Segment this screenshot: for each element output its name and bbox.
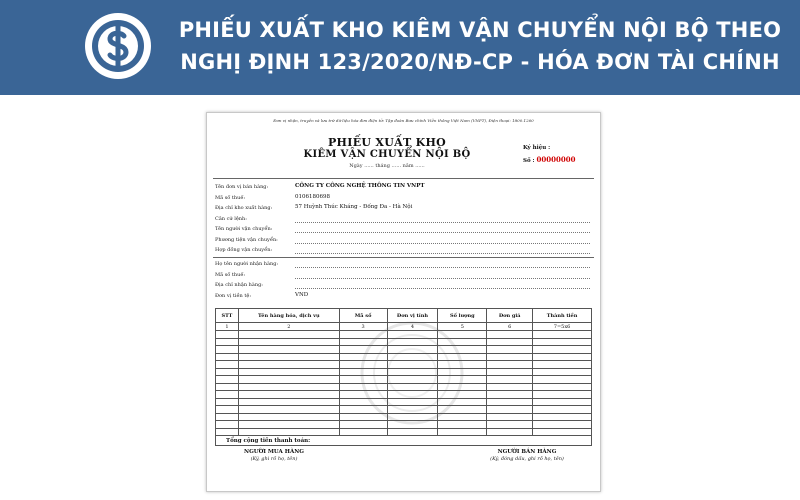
table-row bbox=[216, 398, 592, 406]
table-cell bbox=[487, 376, 533, 384]
info-field bbox=[215, 205, 590, 215]
table-cell bbox=[238, 421, 339, 429]
table-cell bbox=[238, 368, 339, 376]
table-row bbox=[216, 376, 592, 384]
field-dotted-line bbox=[295, 278, 590, 279]
table-cell bbox=[216, 406, 239, 414]
table-cell bbox=[438, 406, 487, 414]
table-cell bbox=[216, 391, 239, 399]
table-cell bbox=[238, 383, 339, 391]
divider bbox=[213, 257, 594, 258]
table-row bbox=[216, 331, 592, 339]
table-cell bbox=[339, 391, 387, 399]
table-cell bbox=[387, 346, 438, 354]
seller-signature-note: (Ký, đóng dấu, ghi rõ họ, tên) bbox=[490, 456, 564, 462]
table-cell bbox=[216, 413, 239, 421]
table-cell bbox=[533, 346, 592, 354]
index-cell: 1 bbox=[216, 323, 239, 331]
total-label: Tổng cộng tiền thanh toán: bbox=[216, 436, 592, 446]
seller-signature bbox=[472, 449, 582, 462]
table-cell bbox=[487, 383, 533, 391]
table-cell bbox=[487, 421, 533, 429]
table-cell bbox=[238, 376, 339, 384]
table-row bbox=[216, 346, 592, 354]
invoice-title-line2: KIÊM VẬN CHUYỂN NỘI BỘ bbox=[303, 149, 471, 160]
number-label: Số : bbox=[523, 158, 535, 164]
table-cell bbox=[533, 383, 592, 391]
table-row bbox=[216, 406, 592, 414]
table-header-row bbox=[216, 309, 592, 323]
table-cell bbox=[533, 413, 592, 421]
field-label: Địa chỉ kho xuất hàng: bbox=[215, 205, 273, 211]
table-cell bbox=[216, 361, 239, 369]
field-label: Hợp đồng vận chuyển: bbox=[215, 247, 273, 253]
table-cell bbox=[387, 398, 438, 406]
info-field bbox=[215, 237, 590, 247]
index-cell: 3 bbox=[339, 323, 387, 331]
table-cell bbox=[339, 383, 387, 391]
index-cell: 7=5x6 bbox=[533, 323, 592, 331]
table-cell bbox=[438, 353, 487, 361]
banner-title bbox=[175, 14, 785, 78]
field-label: Đơn vị tiền tệ: bbox=[215, 292, 252, 299]
date-line: Ngày ...... tháng ...... năm ...... bbox=[349, 163, 425, 169]
table-cell bbox=[387, 391, 438, 399]
field-label: Mã số thuế: bbox=[215, 271, 246, 278]
table-cell bbox=[438, 398, 487, 406]
table-cell bbox=[438, 338, 487, 346]
table-cell bbox=[339, 421, 387, 429]
table-cell bbox=[438, 391, 487, 399]
table-cell bbox=[438, 428, 487, 436]
info-field bbox=[215, 282, 590, 292]
column-header: Đơn vị tính bbox=[387, 309, 438, 323]
table-cell bbox=[533, 406, 592, 414]
table-cell bbox=[387, 413, 438, 421]
index-cell: 4 bbox=[387, 323, 438, 331]
table-cell bbox=[438, 368, 487, 376]
table-cell bbox=[487, 368, 533, 376]
table-cell bbox=[339, 346, 387, 354]
index-cell: 2 bbox=[238, 323, 339, 331]
info-field bbox=[215, 195, 590, 205]
table-cell bbox=[438, 383, 487, 391]
table-cell bbox=[339, 406, 387, 414]
table-cell bbox=[387, 421, 438, 429]
table-row bbox=[216, 428, 592, 436]
table-cell bbox=[487, 391, 533, 399]
field-value: 0106180698 bbox=[295, 193, 330, 200]
table-cell bbox=[238, 331, 339, 339]
table-cell bbox=[387, 353, 438, 361]
table-cell bbox=[533, 428, 592, 436]
table-row bbox=[216, 391, 592, 399]
table-cell bbox=[533, 331, 592, 339]
invoice-title-line1: PHIẾU XUẤT KHO bbox=[327, 136, 447, 149]
banner-title-line1: PHIẾU XUẤT KHO KIÊM VẬN CHUYỂN NỘI BỘ THEO bbox=[178, 18, 782, 42]
table-cell bbox=[533, 398, 592, 406]
field-label: Tên người vận chuyển: bbox=[215, 226, 273, 232]
info-field bbox=[215, 216, 590, 226]
index-cell: 5 bbox=[438, 323, 487, 331]
table-cell bbox=[238, 398, 339, 406]
table-cell bbox=[238, 428, 339, 436]
field-dotted-line bbox=[295, 253, 590, 254]
header-banner bbox=[0, 0, 800, 95]
table-cell bbox=[238, 338, 339, 346]
column-header: STT bbox=[216, 309, 239, 323]
table-cell bbox=[387, 406, 438, 414]
field-dotted-line bbox=[295, 222, 590, 223]
table-cell bbox=[238, 391, 339, 399]
table-cell bbox=[216, 368, 239, 376]
table-cell bbox=[533, 368, 592, 376]
table-cell bbox=[487, 353, 533, 361]
index-cell: 6 bbox=[487, 323, 533, 331]
table-cell bbox=[487, 361, 533, 369]
number-value: 00000000 bbox=[536, 155, 576, 164]
goods-table bbox=[215, 308, 592, 446]
table-row bbox=[216, 421, 592, 429]
table-cell bbox=[387, 338, 438, 346]
field-value: 57 Huỳnh Thúc Kháng - Đống Đa - Hà Nội bbox=[295, 204, 413, 210]
table-row bbox=[216, 361, 592, 369]
table-cell bbox=[216, 346, 239, 354]
table-cell bbox=[238, 413, 339, 421]
table-cell bbox=[533, 353, 592, 361]
info-field bbox=[215, 226, 590, 236]
provider-note: Đơn vị nhận, truyền và lưu trữ dữ liệu hóa đơn điện tử: Tập đoàn Bưu chính Viễn thông Việt Nam (VNPT), Điện thoại: 1800.1260 bbox=[273, 118, 534, 123]
table-cell bbox=[438, 421, 487, 429]
table-cell bbox=[238, 353, 339, 361]
field-value: CÔNG TY CÔNG NGHỆ THÔNG TIN VNPT bbox=[295, 183, 425, 189]
field-dotted-line bbox=[295, 243, 590, 244]
column-header: Đơn giá bbox=[487, 309, 533, 323]
table-cell bbox=[216, 376, 239, 384]
table-cell bbox=[438, 331, 487, 339]
table-cell bbox=[387, 376, 438, 384]
table-cell bbox=[487, 428, 533, 436]
table-cell bbox=[487, 413, 533, 421]
table-cell bbox=[238, 406, 339, 414]
field-dotted-line bbox=[295, 288, 590, 289]
table-cell bbox=[387, 368, 438, 376]
field-label: Tên đơn vị bán hàng: bbox=[215, 184, 269, 190]
table-cell bbox=[339, 361, 387, 369]
column-header: Tên hàng hóa, dịch vụ bbox=[238, 309, 339, 323]
table-cell bbox=[438, 413, 487, 421]
table-cell bbox=[238, 361, 339, 369]
table-cell bbox=[216, 353, 239, 361]
table-cell bbox=[339, 353, 387, 361]
field-label: Căn cứ lệnh: bbox=[215, 215, 247, 222]
field-label: Địa chỉ nhận hàng: bbox=[215, 282, 263, 288]
buyer-signature bbox=[229, 449, 319, 462]
invoice-title bbox=[277, 136, 497, 161]
divider bbox=[213, 178, 594, 179]
table-cell bbox=[339, 331, 387, 339]
seller-signature-title: NGƯỜI BÁN HÀNG bbox=[497, 449, 557, 455]
table-cell bbox=[533, 361, 592, 369]
table-index-row bbox=[216, 323, 592, 331]
info-field bbox=[215, 184, 590, 194]
column-header: Thành tiền bbox=[533, 309, 592, 323]
table-cell bbox=[339, 338, 387, 346]
table-total-row bbox=[216, 436, 592, 446]
buyer-signature-title: NGƯỜI MUA HÀNG bbox=[244, 449, 304, 455]
table-cell bbox=[533, 391, 592, 399]
table-cell bbox=[487, 398, 533, 406]
column-header: Mã số bbox=[339, 309, 387, 323]
field-label: Phương tiện vận chuyển: bbox=[215, 236, 278, 243]
field-label: Họ tên người nhận hàng: bbox=[215, 261, 279, 267]
field-dotted-line bbox=[295, 267, 590, 268]
table-cell bbox=[339, 376, 387, 384]
table-cell bbox=[438, 361, 487, 369]
table-cell bbox=[533, 421, 592, 429]
table-row bbox=[216, 368, 592, 376]
table-cell bbox=[387, 331, 438, 339]
table-row bbox=[216, 353, 592, 361]
symbol-label: Ký hiệu : bbox=[523, 145, 551, 151]
banner-title-line2: NGHỊ ĐỊNH 123/2020/NĐ-CP - HÓA ĐƠN TÀI CHÍNH bbox=[180, 50, 780, 74]
column-header: Số lượng bbox=[438, 309, 487, 323]
table-row bbox=[216, 413, 592, 421]
table-cell bbox=[216, 428, 239, 436]
table-cell bbox=[533, 376, 592, 384]
dollar-coin-logo-icon bbox=[82, 10, 154, 82]
table-cell bbox=[339, 368, 387, 376]
table-cell bbox=[216, 383, 239, 391]
table-cell bbox=[487, 338, 533, 346]
table-cell bbox=[216, 331, 239, 339]
table-cell bbox=[438, 346, 487, 354]
buyer-signature-note: (Ký, ghi rõ họ, tên) bbox=[250, 456, 298, 462]
invoice-number bbox=[523, 155, 575, 164]
table-cell bbox=[438, 376, 487, 384]
field-label: Mã số thuế: bbox=[215, 194, 246, 201]
table-row bbox=[216, 338, 592, 346]
table-cell bbox=[339, 428, 387, 436]
table-cell bbox=[387, 428, 438, 436]
field-value: VND bbox=[295, 291, 309, 298]
table-cell bbox=[339, 413, 387, 421]
table-cell bbox=[487, 346, 533, 354]
table-cell bbox=[339, 398, 387, 406]
info-field bbox=[215, 261, 590, 271]
info-field bbox=[215, 272, 590, 282]
table-cell bbox=[487, 331, 533, 339]
table-row bbox=[216, 383, 592, 391]
table-cell bbox=[533, 338, 592, 346]
table-cell bbox=[387, 383, 438, 391]
table-cell bbox=[216, 338, 239, 346]
table-cell bbox=[216, 421, 239, 429]
invoice-document bbox=[206, 112, 601, 492]
table-cell bbox=[487, 406, 533, 414]
table-cell bbox=[387, 361, 438, 369]
table-cell bbox=[216, 398, 239, 406]
info-field bbox=[215, 293, 590, 303]
info-field bbox=[215, 247, 590, 257]
field-dotted-line bbox=[295, 232, 590, 233]
table-cell bbox=[238, 346, 339, 354]
